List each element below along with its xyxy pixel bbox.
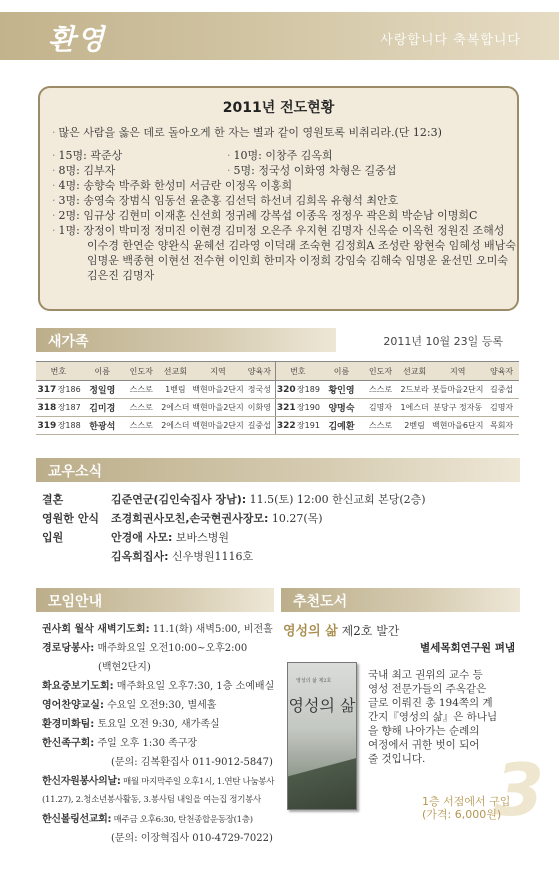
cell-name: 한광석 [81, 417, 124, 435]
meeting-row-continued: (문의: 이장혁집사 010-4729-7022) [111, 833, 273, 844]
cell-leader: 스스로 [363, 417, 398, 435]
evangelism-row-continued: 김은진 김명자 [87, 269, 155, 282]
cell-number: 318 [36, 399, 58, 417]
cell-number: 322 [275, 417, 297, 435]
cell-number: 317 [36, 381, 58, 399]
cell-mission: 2드보라 [398, 381, 431, 399]
cell-leader: 스스로 [363, 381, 398, 399]
cell-code: 장186 [58, 381, 81, 399]
col-header-name: 이름 [81, 362, 124, 381]
page-title: 환영 [48, 23, 107, 56]
cell-name: 황인영 [320, 381, 363, 399]
meeting-row: 영어찬양교실: 수요일 오전9:30, 별세홀 [42, 700, 217, 711]
church-news-section-label: 교우소식 [48, 464, 103, 480]
col-header-leader: 인도자 [363, 362, 398, 381]
meeting-row: 한신족구회: 주일 오후 1:30 족구장 [42, 738, 198, 749]
evangelism-title: 2011년 전도현황 [222, 100, 335, 116]
book-title-line [283, 620, 399, 639]
meeting-row: 한신자원봉사의날: 매월 마지막주일 오후1시, 1.연탄 나눔봉사 [42, 776, 275, 787]
cell-mentor: 이화영 [244, 399, 275, 417]
col-header-mentor: 양육자 [244, 362, 275, 381]
book-cover-title: 영성의 삶 [288, 696, 356, 715]
meeting-row-continued: (문의: 김복환집사 011-9012-5847) [111, 757, 273, 768]
cell-mission: 2에스더 [159, 399, 192, 417]
evangelism-list [52, 148, 517, 283]
table-row [36, 417, 519, 435]
cell-mission: 1벧림 [159, 381, 192, 399]
cell-region: 봇들마을2단지 [431, 381, 484, 399]
page-header [0, 12, 559, 60]
news-category: 결혼 [42, 493, 64, 506]
book-purchase-info [422, 795, 510, 821]
cell-number: 319 [36, 417, 58, 435]
cell-mentor: 길중섭 [484, 381, 519, 399]
book-cover-mountain-photo [288, 754, 356, 809]
cell-code: 장187 [58, 399, 81, 417]
news-detail: 11.5(토) 12:00 한신교회 본당(2층) [246, 493, 426, 506]
evangelism-row: · 8명: 김부자 · 5명: 정국성 이화영 차형은 길중섭 [52, 164, 397, 177]
col-header-number: 번호 [275, 362, 320, 381]
meetings-section-label: 모임안내 [48, 594, 103, 610]
cell-name: 양명숙 [320, 399, 363, 417]
cell-code: 장190 [297, 399, 320, 417]
table-header-row [36, 362, 519, 381]
page-number: 3 [494, 748, 545, 832]
col-header-leader: 인도자 [124, 362, 159, 381]
cell-leader: 스스로 [124, 399, 159, 417]
cell-name: 정일영 [81, 381, 124, 399]
evangelism-row: · 3명: 송영숙 장범식 임동선 윤춘홍 김선덕 하선녀 김희옥 유형석 최안호 [52, 194, 399, 207]
cell-code: 장191 [297, 417, 320, 435]
book-edition: 제2호 발간 [337, 624, 400, 638]
cell-mentor: 목회자 [484, 417, 519, 435]
book-title: 영성의 삶 [283, 624, 338, 639]
book-purchase-location: 1층 서점에서 구입 [422, 795, 511, 808]
news-category: 영원한 안식 [42, 512, 99, 525]
news-subject: 김준연군(김인숙집사 장남): [111, 493, 247, 506]
registration-date: 2011년 10월 23일 등록 [383, 335, 503, 348]
meeting-row: 경로당봉사: 매주화요일 오전10:00~오후2:00 [42, 643, 248, 654]
meetings-section-bar [36, 588, 274, 612]
cell-number: 320 [275, 381, 297, 399]
evangelism-row-continued: 이수경 한연순 양완식 윤혜선 김라영 이덕래 조숙현 김정희A 조성란 왕현숙 임혜성 배남숙 [87, 239, 516, 252]
book-description: 국내 최고 권위의 교수 등 영성 전문가들의 주옥같은 글로 이뤄진 총 194쪽의 계 간지『영성의 삶』은 하나님 을 향해 나아가는 순례의 여정에서 귀한 벗이 되어 줄 것입니다. [368, 669, 498, 765]
cell-mentor: 정국성 [244, 381, 275, 399]
recommended-book [281, 614, 521, 810]
news-subject: 김옥희집사: [111, 550, 169, 563]
cell-number: 321 [275, 399, 297, 417]
cell-region: 백현마을6단지 [431, 417, 484, 435]
meeting-row: 권사회 월삭 새벽기도회: 11.1(화) 새벽5:00, 비전홀 [42, 624, 273, 635]
meeting-row: 한신볼링선교회: 매주금 오후6:30, 탄천종합운동장(1층) [42, 814, 253, 825]
recommended-book-section-label: 추천도서 [293, 594, 348, 610]
news-detail: 신우병원1116호 [168, 550, 254, 563]
cell-region: 백현마을2단지 [192, 381, 244, 399]
col-header-region: 지역 [192, 362, 244, 381]
table-row [36, 399, 519, 417]
new-family-section-label: 새가족 [48, 334, 89, 350]
news-detail: 보바스병원 [172, 531, 229, 544]
evangelism-row: · 2명: 임규상 김현미 이재훈 신선희 정귀례 강복섭 이종옥 정정우 곽은희 박순남 이명희C [52, 209, 478, 222]
meetings-list [42, 620, 278, 848]
col-header-name: 이름 [320, 362, 363, 381]
cell-leader: 스스로 [124, 417, 159, 435]
book-cover-series: 영성의 삶 제2호 [296, 678, 332, 684]
cell-mission: 1에스더 [398, 399, 431, 417]
news-detail: 10.27(목) [268, 512, 323, 525]
book-price: (가격: 6,000원) [422, 808, 502, 821]
evangelism-intro: · 많은 사람을 옳은 데로 돌아오게 한 자는 별과 같이 영원토록 비취리라.(단 12:3) [52, 126, 442, 139]
col-header-mentor: 양육자 [484, 362, 519, 381]
book-publisher: 별세목회연구원 펴냄 [420, 642, 515, 654]
meeting-row-continued: (백현2단지) [98, 662, 151, 673]
news-subject: 안경애 사모: [111, 531, 173, 544]
evangelism-row-continued: 임명운 백종현 이현선 전수현 이인희 한미자 이정희 강임숙 김해숙 임명운 윤선민 오미숙 [87, 254, 508, 267]
cell-mission: 2에스더 [159, 417, 192, 435]
cell-leader: 김명자 [363, 399, 398, 417]
cell-mentor: 김명자 [484, 399, 519, 417]
meeting-row-continued: (11.27), 2.청소년봉사활동, 3.봉사팀 내일을 여는집 정기봉사 [42, 795, 261, 805]
cell-code: 장189 [297, 381, 320, 399]
header-tagline: 사랑합니다 축복합니다 [380, 33, 521, 48]
cell-mission: 2벧림 [398, 417, 431, 435]
church-news-section-bar [36, 458, 520, 482]
meeting-row: 환경미화팀: 토요일 오전 9:30, 새가족실 [42, 719, 220, 730]
recommended-book-section-bar [281, 588, 520, 612]
col-header-region: 지역 [431, 362, 484, 381]
evangelism-row: · 15명: 곽준상 · 10명: 이창주 김옥희 [52, 149, 333, 162]
cell-leader: 스스로 [124, 381, 159, 399]
cell-region: 분당구 정자동 [431, 399, 484, 417]
table-row [36, 381, 519, 399]
evangelism-row: · 1명: 장정이 박미정 정미진 이현경 김미정 오은주 우지현 김명자 신옥순 이옥헌 정원진 조해성 [52, 224, 505, 237]
col-header-mission: 선교회 [159, 362, 192, 381]
cell-name: 김예환 [320, 417, 363, 435]
col-header-mission: 선교회 [398, 362, 431, 381]
news-category: 입원 [42, 531, 64, 544]
cell-region: 백현마을2단지 [192, 399, 244, 417]
book-cover-image [287, 662, 357, 810]
cell-code: 장188 [58, 417, 81, 435]
evangelism-box [38, 86, 519, 311]
cell-name: 김미경 [81, 399, 124, 417]
meeting-row: 화요중보기도회: 매주화요일 오후7:30, 1층 소예배실 [42, 681, 275, 692]
new-family-table [36, 361, 519, 435]
cell-mentor: 길중섭 [244, 417, 275, 435]
col-header-number: 번호 [36, 362, 81, 381]
evangelism-row: · 4명: 송향숙 박주화 한성미 서금란 이정옥 이홍희 [52, 179, 293, 192]
cell-region: 백현마을2단지 [192, 417, 244, 435]
new-family-section-bar [36, 328, 336, 352]
news-subject: 조경희권사모친,손국현권사장모: [111, 512, 269, 525]
